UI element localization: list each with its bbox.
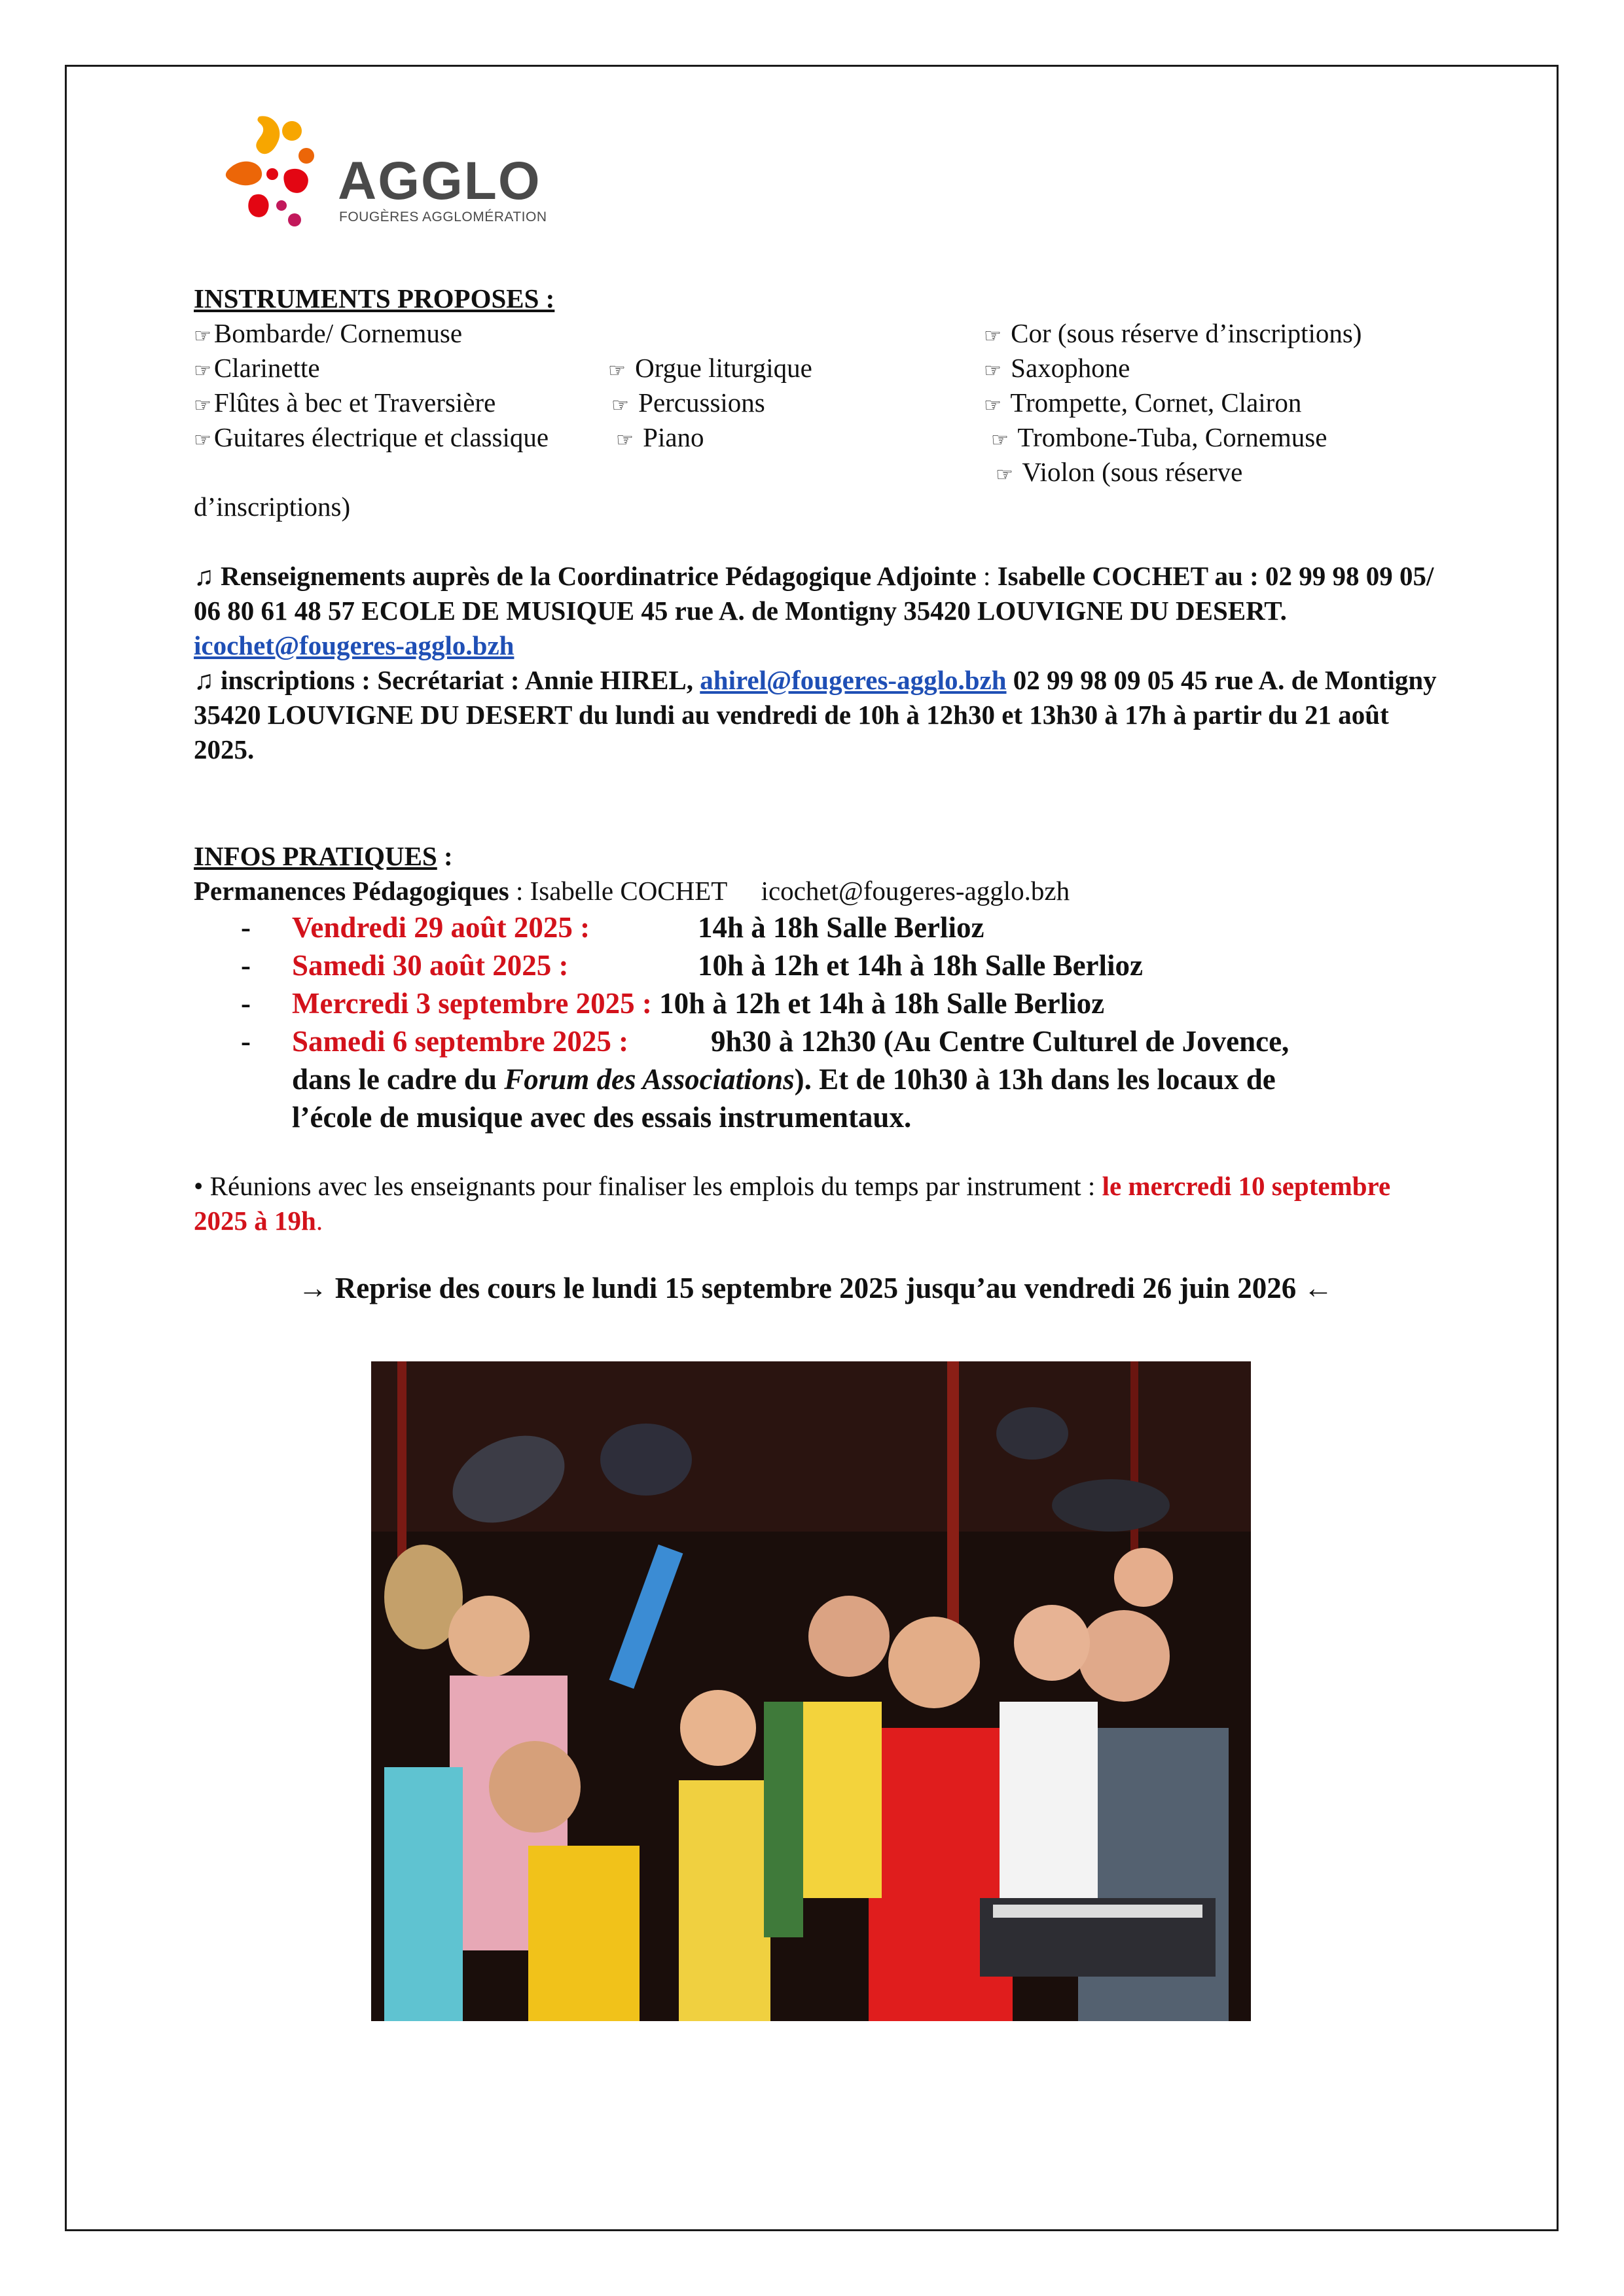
date-item: - Samedi 30 août 2025 : 10h à 12h et 14h à 18h Salle Berlioz bbox=[241, 949, 1144, 982]
date-item: - Mercredi 3 septembre 2025 : 10h à 12h et 14h à 18h Salle Berlioz bbox=[241, 987, 1105, 1020]
instrument-item: ☞ Orgue liturgique bbox=[608, 353, 812, 383]
date-item: - Vendredi 29 août 2025 : 14h à 18h Salle Berlioz bbox=[241, 911, 984, 944]
children-stage-photo bbox=[371, 1361, 1251, 2021]
pointing-hand-icon: ☞ bbox=[996, 463, 1013, 486]
instrument-item: ☞ Cor (sous réserve d’inscriptions) bbox=[984, 318, 1362, 348]
instrument-item: ☞ Piano bbox=[616, 422, 704, 452]
date-item: - Samedi 6 septembre 2025 : 9h30 à 12h30 (Au Centre Culturel de Jovence, dans le cadre du Forum des Associations). Et de 10h30 à 13h dans les locaux de l’école de musique avec des essais instrumentaux. bbox=[241, 1025, 1290, 1134]
pointing-hand-icon: ☞ bbox=[991, 429, 1009, 452]
email-link-cochet[interactable]: icochet@fougeres-agglo.bzh bbox=[194, 630, 514, 660]
infos-heading: INFOS PRATIQUES : bbox=[194, 841, 453, 871]
reprise-banner: → Reprise des cours le lundi 15 septembre 2025 jusqu’au vendredi 26 juin 2026 ← bbox=[298, 1272, 1333, 1304]
instrument-item: ☞ Trompette, Cornet, Clairon bbox=[984, 387, 1302, 418]
instrument-row bbox=[194, 316, 1437, 351]
pointing-hand-icon: ☞ bbox=[194, 359, 211, 382]
instruments-heading: INSTRUMENTS PROPOSES : bbox=[194, 283, 555, 314]
pointing-hand-icon: ☞ bbox=[984, 394, 1001, 417]
permanences-email: icochet@fougeres-agglo.bzh bbox=[761, 876, 1070, 906]
instrument-row bbox=[194, 420, 1437, 455]
logo-mark-icon bbox=[208, 110, 339, 234]
email-link-hirel[interactable]: ahirel@fougeres-agglo.bzh bbox=[700, 665, 1007, 695]
permanences-line: Permanences Pédagogiques : Isabelle COCHET icochet@fougeres-agglo.bzh bbox=[194, 876, 1070, 906]
pointing-hand-icon: ☞ bbox=[194, 394, 211, 417]
document-body bbox=[194, 281, 1437, 1306]
logo-wordmark: AGGLO bbox=[338, 151, 541, 211]
instrument-row bbox=[194, 386, 1437, 420]
pointing-hand-icon: ☞ bbox=[194, 325, 211, 348]
instrument-item: ☞Guitares électrique et classique bbox=[194, 422, 549, 452]
pointing-hand-icon: ☞ bbox=[616, 429, 634, 452]
pointing-hand-icon: ☞ bbox=[611, 394, 629, 417]
instruments-list bbox=[194, 316, 1437, 524]
pointing-hand-icon: ☞ bbox=[984, 325, 1001, 348]
instrument-row bbox=[194, 351, 1437, 386]
pointing-hand-icon: ☞ bbox=[984, 359, 1001, 382]
agglo-logo bbox=[208, 110, 549, 234]
instrument-row bbox=[194, 455, 1437, 490]
instrument-item: ☞ Trombone-Tuba, Cornemuse bbox=[991, 422, 1327, 452]
instrument-tail: d’inscriptions) bbox=[194, 492, 351, 522]
logo-subtitle: FOUGÈRES AGGLOMÉRATION bbox=[339, 209, 547, 224]
instrument-item: ☞Flûtes à bec et Traversière bbox=[194, 387, 496, 418]
pointing-hand-icon: ☞ bbox=[608, 359, 626, 382]
inscriptions-paragraph: ♫ inscriptions : Secrétariat : Annie HIREL, ahirel@fougeres-agglo.bzh 02 99 98 09 05 45 rue A. de Montigny 35420 LOUVIGNE DU DESERT du lundi au vendredi de 10h à 12h30 et 13h30 à 17h à partir du 21 août 2025. bbox=[194, 665, 1437, 764]
pointing-hand-icon: ☞ bbox=[194, 429, 211, 452]
dates-list bbox=[194, 908, 1437, 1136]
instrument-item: ☞ Percussions bbox=[611, 387, 765, 418]
instrument-item: ☞Bombarde/ Cornemuse bbox=[194, 318, 463, 348]
renseignements-paragraph: ♫ Renseignements auprès de la Coordinatrice Pédagogique Adjointe : Isabelle COCHET au : 02 99 98 09 05/ 06 80 61 48 57 ECOLE DE MUSIQUE 45 rue A. de Montigny 35420 LOUVIGNE DU DESERT. icochet@fougeres-agglo.bzh bbox=[194, 561, 1434, 660]
instrument-item: ☞ Violon (sous réserve bbox=[996, 457, 1243, 487]
instrument-item: ☞Clarinette bbox=[194, 353, 320, 383]
instrument-item: ☞ Saxophone bbox=[984, 353, 1130, 383]
reunions-paragraph: • Réunions avec les enseignants pour finaliser les emplois du temps par instrument : le mercredi 10 septembre 2025 à 19h. bbox=[194, 1171, 1391, 1236]
